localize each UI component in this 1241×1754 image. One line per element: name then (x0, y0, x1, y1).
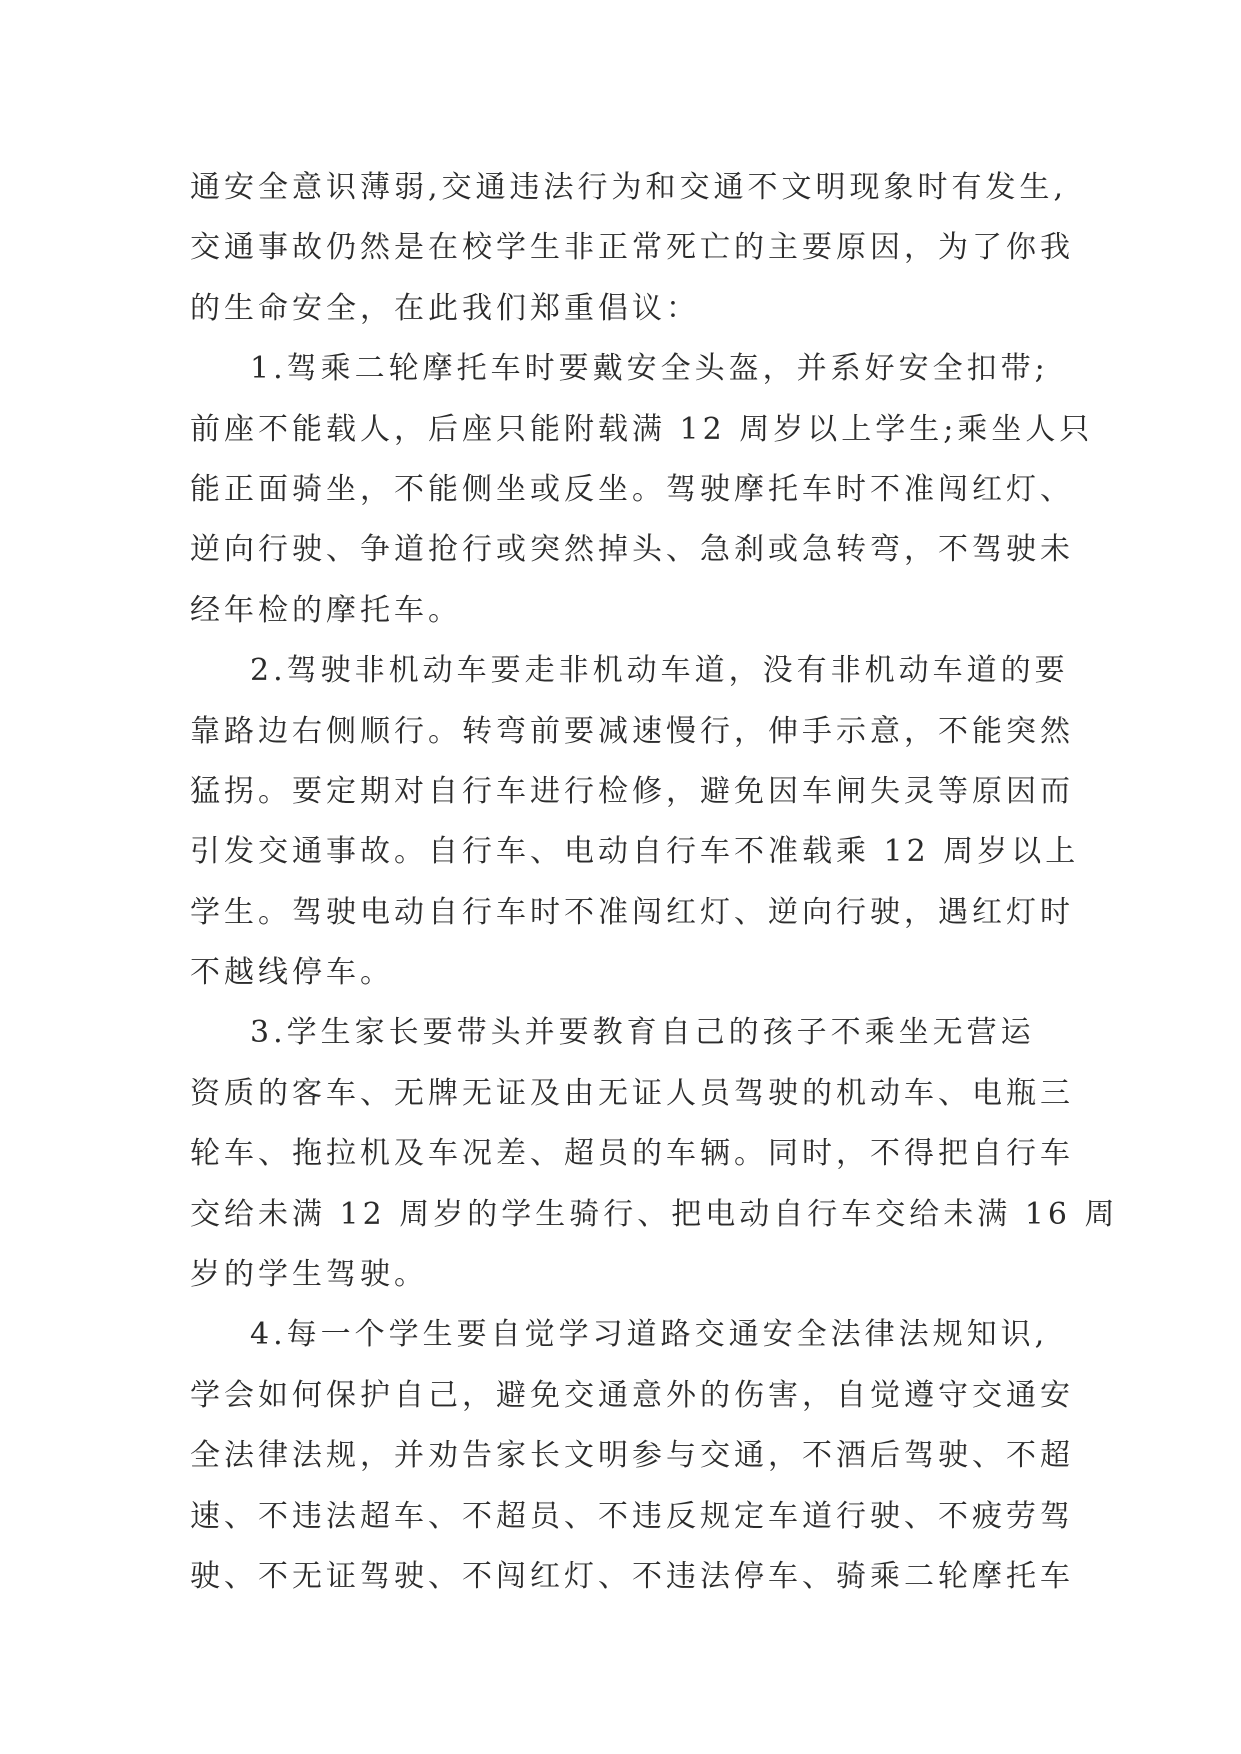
text-line: 驶、不无证驾驶、不闯红灯、不违法停车、骑乘二轮摩托车 (190, 1558, 1074, 1594)
text-line: 交通事故仍然是在校学生非正常死亡的主要原因，为了你我 (190, 230, 1074, 266)
text-line: 能正面骑坐，不能侧坐或反坐。驾驶摩托车时不准闯红灯、 (190, 471, 1074, 507)
text-line: 靠路边右侧顺行。转弯前要减速慢行，伸手示意，不能突然 (190, 713, 1074, 749)
text-line: 猛拐。要定期对自行车进行检修，避免因车闸失灵等原因而 (190, 773, 1074, 809)
text-line: 交给未满 12 周岁的学生骑行、把电动自行车交给未满 16 周 (190, 1196, 1119, 1232)
text-line: 全法律法规，并劝告家长文明参与交通，不酒后驾驶、不超 (190, 1438, 1074, 1474)
paragraph-first-line: 2.驾驶非机动车要走非机动车道，没有非机动车道的要 (250, 653, 1069, 689)
paragraph-first-line: 4.每一个学生要自觉学习道路交通安全法律法规知识, (250, 1317, 1049, 1353)
paragraph-first-line: 1.驾乘二轮摩托车时要戴安全头盔，并系好安全扣带; (250, 351, 1049, 387)
text-line: 经年检的摩托车。 (190, 592, 462, 628)
document-body-text (190, 158, 1119, 1607)
text-line: 不越线停车。 (190, 955, 394, 991)
text-line: 通安全意识薄弱,交通违法行为和交通不文明现象时有发生, (190, 170, 1068, 205)
text-line: 的生命安全，在此我们郑重倡议： (190, 290, 700, 326)
text-line: 学会如何保护自己，避免交通意外的伤害，自觉遵守交通安 (190, 1377, 1074, 1413)
text-line: 学生。驾驶电动自行车时不准闯红灯、逆向行驶，遇红灯时 (190, 894, 1074, 930)
text-line: 前座不能载人，后座只能附载满 12 周岁以上学生;乘坐人只 (190, 411, 1094, 447)
paragraph-first-line: 3.学生家长要带头并要教育自己的孩子不乘坐无营运 (250, 1015, 1035, 1051)
text-line: 速、不违法超车、不超员、不违反规定车道行驶、不疲劳驾 (190, 1498, 1074, 1534)
text-line: 引发交通事故。自行车、电动自行车不准载乘 12 周岁以上 (190, 834, 1080, 870)
text-line: 资质的客车、无牌无证及由无证人员驾驶的机动车、电瓶三 (190, 1075, 1074, 1111)
text-line: 轮车、拖拉机及车况差、超员的车辆。同时，不得把自行车 (190, 1136, 1074, 1172)
text-line: 逆向行驶、争道抢行或突然掉头、急刹或急转弯，不驾驶未 (190, 532, 1074, 568)
text-line: 岁的学生驾驶。 (190, 1257, 428, 1293)
